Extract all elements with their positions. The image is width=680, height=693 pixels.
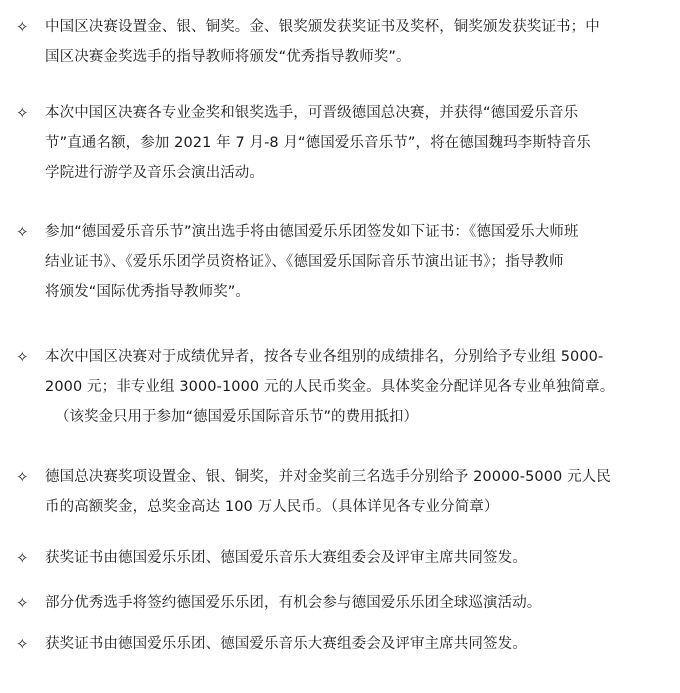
list-item-note: （该奖金只用于参加“德国爱乐国际音乐节”的费用抵扣） xyxy=(55,409,419,425)
list-item xyxy=(16,543,539,573)
list-item-text-line: 中国区决赛设置金、银、铜奖。金、银奖颁发获奖证书及奖杯，铜奖颁发获奖证书；中 xyxy=(45,19,600,35)
list-item xyxy=(16,217,591,307)
list-item xyxy=(16,462,623,522)
list-item-text-line: 2000 元；非专业组 3000-1000 元的人民币奖金。具体奖金分配详见各专业单独简章。 xyxy=(45,379,615,395)
list-item xyxy=(16,98,603,188)
list-item-text-line: 本次中国区决赛对于成绩优异者，按各专业各组别的成绩排名，分别给予专业组 5000- xyxy=(45,349,604,365)
list-item-text-line: 币的高额奖金，总奖金高达 100 万人民币。（具体详见各专业分简章） xyxy=(45,499,499,515)
diamond-star-bullet-icon: ✧ xyxy=(16,104,29,122)
list-item xyxy=(16,588,553,618)
list-item-text-line: 部分优秀选手将签约德国爱乐乐团，有机会参与德国爱乐乐团全球巡演活动。 xyxy=(45,595,542,611)
list-item-text-line: 获奖证书由德国爱乐乐团、德国爱乐音乐大赛组委会及评审主席共同签发。 xyxy=(45,550,527,566)
diamond-star-bullet-icon: ✧ xyxy=(16,549,29,567)
diamond-star-bullet-icon: ✧ xyxy=(16,468,29,486)
list-item-text-line: 德国总决赛奖项设置金、银、铜奖，并对金奖前三名选手分别给予 20000-5000 元人民 xyxy=(45,469,611,485)
list-item-text-line: 参加“德国爱乐音乐节”演出选手将由德国爱乐乐团签发如下证书：《德国爱乐大师班 xyxy=(45,224,579,240)
list-item-text-line: 本次中国区决赛各专业金奖和银奖选手，可晋级德国总决赛，并获得“德国爱乐音乐 xyxy=(45,105,579,121)
list-item-text-line: 学院进行游学及音乐会演出活动。 xyxy=(45,165,264,181)
list-item xyxy=(16,12,612,72)
list-item-text-line: 节”直通名额，参加 2021 年 7 月-8 月“德国爱乐音乐节”，将在德国魏玛李斯特音乐 xyxy=(45,135,591,151)
list-item xyxy=(16,629,539,659)
list-item xyxy=(16,342,626,432)
list-item-text-line: 将颁发“国际优秀指导教师奖”。 xyxy=(45,284,251,300)
diamond-star-bullet-icon: ✧ xyxy=(16,348,29,366)
list-item-text-line: 结业证书》、《爱乐乐团学员资格证》、《德国爱乐国际音乐节演出证书》；指导教师 xyxy=(45,254,564,270)
diamond-star-bullet-icon: ✧ xyxy=(16,635,29,653)
diamond-star-bullet-icon: ✧ xyxy=(16,223,29,241)
diamond-star-bullet-icon: ✧ xyxy=(16,18,29,36)
list-item-text-line: 国区决赛金奖选手的指导教师将颁发“优秀指导教师奖”。 xyxy=(45,49,411,65)
list-item-text-line: 获奖证书由德国爱乐乐团、德国爱乐音乐大赛组委会及评审主席共同签发。 xyxy=(45,636,527,652)
diamond-star-bullet-icon: ✧ xyxy=(16,594,29,612)
